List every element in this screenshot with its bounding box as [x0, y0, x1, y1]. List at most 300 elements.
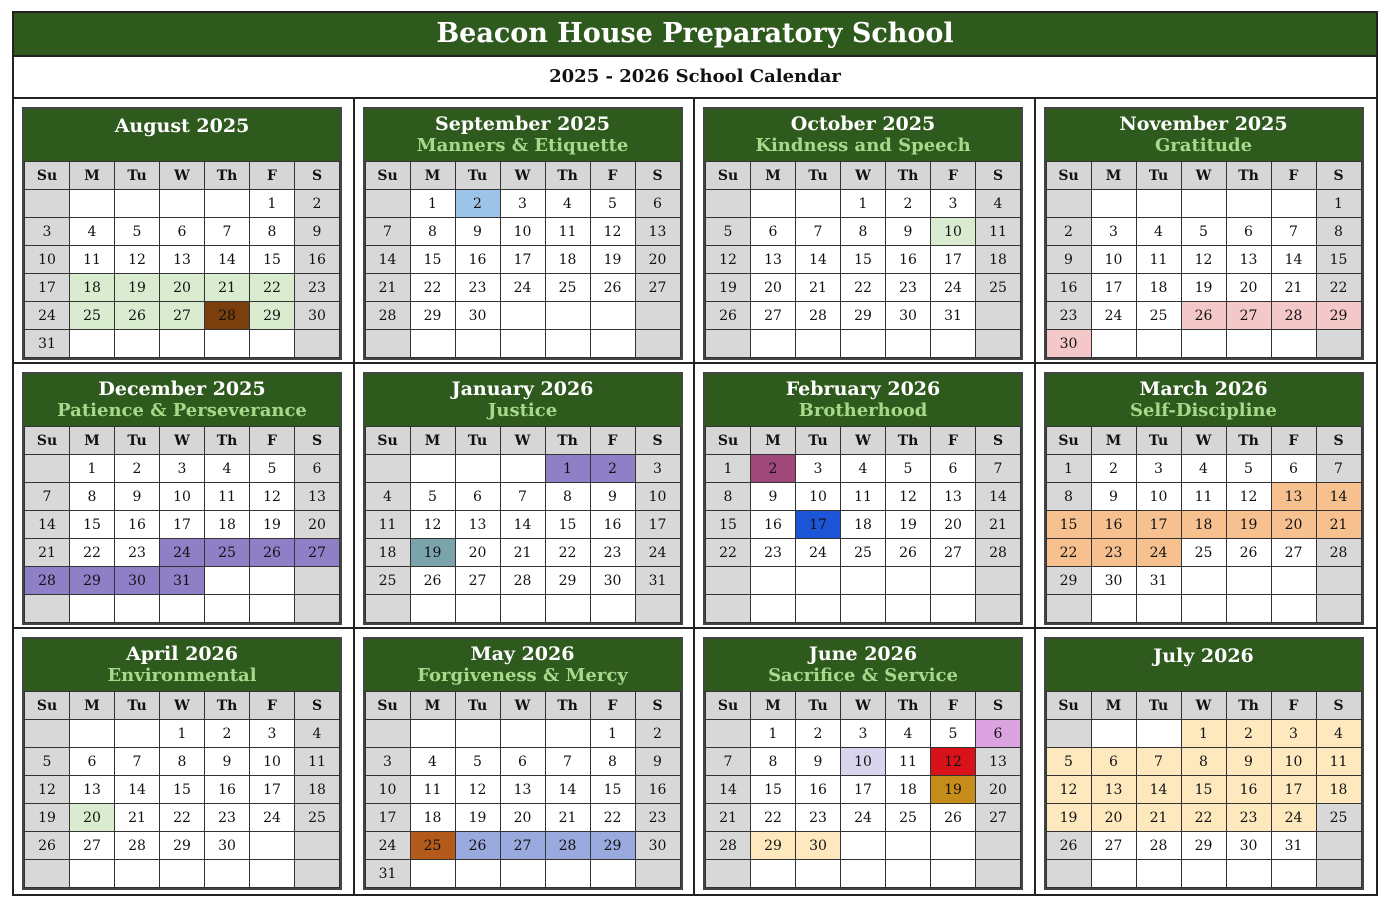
day-cell: 12: [250, 483, 295, 511]
days-table: [1046, 426, 1362, 623]
empty-day-cell: [500, 302, 545, 330]
weekday-label: M: [70, 427, 115, 455]
weekday-label: Su: [1046, 162, 1091, 190]
empty-day-cell: [1316, 595, 1361, 623]
weekday-label: W: [500, 427, 545, 455]
weekday-label: S: [295, 692, 340, 720]
day-cell: 20: [635, 246, 680, 274]
day-cell: 17: [160, 511, 205, 539]
weekday-label: Tu: [455, 162, 500, 190]
day-cell: 7: [25, 483, 70, 511]
day-cell: 6: [751, 218, 796, 246]
weekday-label: M: [1091, 162, 1136, 190]
empty-day-cell: [841, 330, 886, 358]
day-cell: 26: [250, 539, 295, 567]
day-cell: 3: [1271, 720, 1316, 748]
day-cell: 17: [1091, 274, 1136, 302]
empty-day-cell: [1091, 595, 1136, 623]
month-name: May 2026: [470, 643, 575, 665]
day-cell: 11: [976, 218, 1021, 246]
days-table: [24, 691, 340, 888]
weekday-label: F: [250, 692, 295, 720]
day-cell: 5: [1181, 218, 1226, 246]
day-cell: 23: [455, 274, 500, 302]
weekday-label: Tu: [455, 427, 500, 455]
empty-day-cell: [1181, 860, 1226, 888]
weekday-label: W: [1181, 692, 1226, 720]
weekday-label: M: [1091, 427, 1136, 455]
day-cell: 19: [250, 511, 295, 539]
month-calendar: [363, 107, 683, 360]
weekday-label: F: [1271, 162, 1316, 190]
month-cell: [355, 364, 696, 629]
day-cell: 19: [886, 511, 931, 539]
day-cell: 22: [70, 539, 115, 567]
day-cell: 21: [115, 804, 160, 832]
empty-day-cell: [1226, 567, 1271, 595]
day-cell: 8: [1046, 483, 1091, 511]
day-cell: 17: [1136, 511, 1181, 539]
month-cell: [355, 99, 696, 364]
days-table: [365, 426, 681, 623]
day-cell: 13: [635, 218, 680, 246]
weekday-label: M: [410, 162, 455, 190]
day-cell: 28: [115, 832, 160, 860]
empty-day-cell: [295, 330, 340, 358]
weekday-label: Th: [545, 692, 590, 720]
empty-day-cell: [500, 720, 545, 748]
day-cell: 2: [205, 720, 250, 748]
weekday-header-row: [1046, 427, 1361, 455]
day-cell: 2: [635, 720, 680, 748]
day-cell: 27: [1091, 832, 1136, 860]
day-cell: 28: [706, 832, 751, 860]
month-header: [365, 109, 681, 161]
day-cell: 7: [365, 218, 410, 246]
empty-day-cell: [25, 720, 70, 748]
week-row: [1046, 567, 1361, 595]
day-cell: 15: [410, 246, 455, 274]
day-cell: 1: [751, 720, 796, 748]
day-cell: 7: [1316, 455, 1361, 483]
day-cell: 4: [976, 190, 1021, 218]
day-cell: 10: [635, 483, 680, 511]
empty-day-cell: [1091, 330, 1136, 358]
weekday-label: Th: [545, 427, 590, 455]
empty-day-cell: [886, 330, 931, 358]
day-cell: 15: [1181, 776, 1226, 804]
day-cell: 4: [365, 483, 410, 511]
week-row: [706, 720, 1021, 748]
day-cell: 24: [1091, 302, 1136, 330]
day-cell: 17: [841, 776, 886, 804]
weekday-label: W: [160, 162, 205, 190]
weekday-label: F: [590, 427, 635, 455]
empty-day-cell: [1271, 330, 1316, 358]
school-name-title: Beacon House Preparatory School: [14, 13, 1376, 57]
empty-day-cell: [115, 190, 160, 218]
month-cell: [1036, 364, 1377, 629]
days-table: [365, 691, 681, 888]
week-row: [1046, 330, 1361, 358]
day-cell: 21: [500, 539, 545, 567]
week-row: [365, 511, 680, 539]
days-table: [705, 691, 1021, 888]
day-cell: 3: [635, 455, 680, 483]
day-cell: 8: [706, 483, 751, 511]
day-cell: 21: [796, 274, 841, 302]
empty-day-cell: [70, 330, 115, 358]
month-theme: Manners & Etiquette: [416, 135, 629, 156]
empty-day-cell: [545, 720, 590, 748]
day-cell: 26: [1181, 302, 1226, 330]
day-cell: 30: [205, 832, 250, 860]
day-cell: 23: [590, 539, 635, 567]
day-cell: 21: [1136, 804, 1181, 832]
day-cell: 18: [205, 511, 250, 539]
month-theme: Gratitude: [1154, 135, 1253, 156]
day-cell: 5: [590, 190, 635, 218]
week-row: [365, 483, 680, 511]
day-cell: 11: [205, 483, 250, 511]
day-cell: 24: [250, 804, 295, 832]
empty-day-cell: [751, 595, 796, 623]
day-cell: 6: [70, 748, 115, 776]
empty-day-cell: [545, 302, 590, 330]
week-row: [365, 567, 680, 595]
empty-day-cell: [841, 832, 886, 860]
week-row: [706, 330, 1021, 358]
empty-day-cell: [841, 595, 886, 623]
day-cell: 2: [455, 190, 500, 218]
weekday-label: Th: [886, 162, 931, 190]
weekday-label: S: [1316, 427, 1361, 455]
day-cell: 20: [70, 804, 115, 832]
week-row: [706, 246, 1021, 274]
day-cell: 1: [1046, 455, 1091, 483]
days-table: [24, 161, 340, 358]
day-cell: 2: [751, 455, 796, 483]
day-cell: 1: [545, 455, 590, 483]
weekday-label: W: [160, 692, 205, 720]
day-cell: 7: [115, 748, 160, 776]
month-header: [1046, 374, 1362, 426]
month-calendar: [1044, 372, 1364, 625]
day-cell: 16: [590, 511, 635, 539]
day-cell: 11: [70, 246, 115, 274]
day-cell: 14: [500, 511, 545, 539]
day-cell: 26: [455, 832, 500, 860]
weekday-label: Tu: [115, 162, 160, 190]
month-header: [705, 109, 1021, 161]
day-cell: 25: [410, 832, 455, 860]
day-cell: 5: [1046, 748, 1091, 776]
day-cell: 26: [590, 274, 635, 302]
week-row: [706, 511, 1021, 539]
day-cell: 5: [25, 748, 70, 776]
day-cell: 19: [1046, 804, 1091, 832]
day-cell: 26: [25, 832, 70, 860]
day-cell: 3: [1091, 218, 1136, 246]
empty-day-cell: [25, 595, 70, 623]
week-row: [365, 804, 680, 832]
day-cell: 15: [545, 511, 590, 539]
empty-day-cell: [590, 330, 635, 358]
month-calendar: [1044, 107, 1364, 360]
empty-day-cell: [70, 595, 115, 623]
empty-day-cell: [1271, 595, 1316, 623]
day-cell: 20: [976, 776, 1021, 804]
day-cell: 7: [976, 455, 1021, 483]
empty-day-cell: [706, 595, 751, 623]
month-cell: [695, 364, 1036, 629]
day-cell: 31: [25, 330, 70, 358]
empty-day-cell: [1271, 860, 1316, 888]
empty-day-cell: [590, 595, 635, 623]
week-row: [706, 595, 1021, 623]
day-cell: 28: [365, 302, 410, 330]
day-cell: 27: [455, 567, 500, 595]
weekday-label: S: [635, 692, 680, 720]
day-cell: 28: [1271, 302, 1316, 330]
day-cell: 27: [931, 539, 976, 567]
day-cell: 28: [205, 302, 250, 330]
days-table: [24, 426, 340, 623]
month-name: September 2025: [435, 113, 610, 135]
week-row: [25, 274, 340, 302]
empty-day-cell: [295, 832, 340, 860]
day-cell: 9: [751, 483, 796, 511]
empty-day-cell: [545, 330, 590, 358]
day-cell: 17: [931, 246, 976, 274]
day-cell: 29: [160, 832, 205, 860]
day-cell: 25: [976, 274, 1021, 302]
weekday-label: Tu: [796, 427, 841, 455]
day-cell: 21: [706, 804, 751, 832]
weekday-header-row: [365, 692, 680, 720]
month-cell: [14, 364, 355, 629]
month-calendar: [363, 372, 683, 625]
empty-day-cell: [365, 720, 410, 748]
day-cell: 14: [545, 776, 590, 804]
day-cell: 25: [1316, 804, 1361, 832]
day-cell: 8: [160, 748, 205, 776]
empty-day-cell: [365, 595, 410, 623]
day-cell: 4: [70, 218, 115, 246]
day-cell: 3: [500, 190, 545, 218]
day-cell: 19: [590, 246, 635, 274]
day-cell: 25: [1181, 539, 1226, 567]
empty-day-cell: [706, 330, 751, 358]
day-cell: 11: [841, 483, 886, 511]
day-cell: 22: [1046, 539, 1091, 567]
day-cell: 10: [365, 776, 410, 804]
day-cell: 31: [365, 860, 410, 888]
week-row: [25, 832, 340, 860]
empty-day-cell: [886, 595, 931, 623]
weekday-label: Su: [25, 692, 70, 720]
day-cell: 24: [1136, 539, 1181, 567]
day-cell: 13: [1271, 483, 1316, 511]
month-header: [1046, 109, 1362, 161]
empty-day-cell: [160, 860, 205, 888]
weekday-label: Su: [25, 162, 70, 190]
day-cell: 5: [1226, 455, 1271, 483]
day-cell: 3: [160, 455, 205, 483]
day-cell: 18: [365, 539, 410, 567]
day-cell: 11: [365, 511, 410, 539]
empty-day-cell: [205, 330, 250, 358]
day-cell: 19: [931, 776, 976, 804]
day-cell: 20: [1226, 274, 1271, 302]
day-cell: 1: [1316, 190, 1361, 218]
day-cell: 29: [1046, 567, 1091, 595]
weekday-label: Th: [886, 427, 931, 455]
day-cell: 17: [500, 246, 545, 274]
day-cell: 27: [635, 274, 680, 302]
empty-day-cell: [500, 595, 545, 623]
day-cell: 26: [1226, 539, 1271, 567]
day-cell: 15: [706, 511, 751, 539]
day-cell: 27: [500, 832, 545, 860]
empty-day-cell: [250, 330, 295, 358]
day-cell: 9: [886, 218, 931, 246]
week-row: [1046, 539, 1361, 567]
week-row: [706, 302, 1021, 330]
day-cell: 21: [1316, 511, 1361, 539]
month-theme: Sacrifice & Service: [768, 665, 958, 686]
day-cell: 2: [886, 190, 931, 218]
day-cell: 8: [1316, 218, 1361, 246]
empty-day-cell: [410, 455, 455, 483]
empty-day-cell: [205, 595, 250, 623]
day-cell: 6: [976, 720, 1021, 748]
day-cell: 21: [365, 274, 410, 302]
month-name: August 2025: [114, 115, 250, 137]
day-cell: 20: [931, 511, 976, 539]
day-cell: 24: [160, 539, 205, 567]
empty-day-cell: [796, 190, 841, 218]
empty-day-cell: [500, 860, 545, 888]
month-cell: [355, 629, 696, 894]
weekday-label: Th: [886, 692, 931, 720]
day-cell: 15: [751, 776, 796, 804]
weekday-label: S: [635, 427, 680, 455]
day-cell: 24: [796, 539, 841, 567]
day-cell: 22: [410, 274, 455, 302]
month-name: January 2026: [451, 378, 594, 400]
day-cell: 18: [70, 274, 115, 302]
weekday-label: W: [160, 427, 205, 455]
day-cell: 19: [1226, 511, 1271, 539]
day-cell: 25: [886, 804, 931, 832]
day-cell: 17: [635, 511, 680, 539]
weekday-label: W: [841, 427, 886, 455]
day-cell: 30: [1046, 330, 1091, 358]
empty-day-cell: [976, 595, 1021, 623]
weekday-label: Su: [1046, 427, 1091, 455]
week-row: [365, 246, 680, 274]
weekday-label: S: [976, 692, 1021, 720]
day-cell: 5: [250, 455, 295, 483]
day-cell: 17: [796, 511, 841, 539]
day-cell: 6: [1271, 455, 1316, 483]
empty-day-cell: [706, 860, 751, 888]
day-cell: 6: [931, 455, 976, 483]
empty-day-cell: [455, 720, 500, 748]
day-cell: 1: [1181, 720, 1226, 748]
month-cell: [695, 629, 1036, 894]
month-calendar: [363, 637, 683, 890]
day-cell: 11: [1181, 483, 1226, 511]
month-calendar: [22, 637, 342, 890]
empty-day-cell: [1091, 860, 1136, 888]
day-cell: 10: [1271, 748, 1316, 776]
weekday-label: F: [590, 692, 635, 720]
empty-day-cell: [796, 595, 841, 623]
day-cell: 9: [205, 748, 250, 776]
day-cell: 23: [295, 274, 340, 302]
week-row: [1046, 804, 1361, 832]
day-cell: 13: [500, 776, 545, 804]
day-cell: 15: [160, 776, 205, 804]
week-row: [25, 539, 340, 567]
month-name: October 2025: [790, 113, 936, 135]
day-cell: 20: [295, 511, 340, 539]
day-cell: 12: [25, 776, 70, 804]
day-cell: 19: [115, 274, 160, 302]
weekday-label: Tu: [455, 692, 500, 720]
week-row: [25, 330, 340, 358]
week-row: [706, 190, 1021, 218]
empty-day-cell: [1136, 190, 1181, 218]
empty-day-cell: [545, 860, 590, 888]
day-cell: 1: [160, 720, 205, 748]
month-header: [24, 639, 340, 691]
empty-day-cell: [706, 567, 751, 595]
day-cell: 20: [500, 804, 545, 832]
day-cell: 9: [1226, 748, 1271, 776]
day-cell: 14: [365, 246, 410, 274]
day-cell: 2: [1046, 218, 1091, 246]
month-name: April 2026: [126, 643, 238, 665]
week-row: [365, 776, 680, 804]
day-cell: 18: [1316, 776, 1361, 804]
day-cell: 27: [70, 832, 115, 860]
weekday-label: Th: [1226, 427, 1271, 455]
week-row: [1046, 748, 1361, 776]
day-cell: 11: [295, 748, 340, 776]
empty-day-cell: [751, 567, 796, 595]
day-cell: 25: [365, 567, 410, 595]
day-cell: 8: [751, 748, 796, 776]
day-cell: 28: [1316, 539, 1361, 567]
day-cell: 22: [1316, 274, 1361, 302]
empty-day-cell: [841, 860, 886, 888]
day-cell: 30: [295, 302, 340, 330]
day-cell: 22: [1181, 804, 1226, 832]
day-cell: 21: [25, 539, 70, 567]
empty-day-cell: [976, 860, 1021, 888]
day-cell: 9: [635, 748, 680, 776]
day-cell: 16: [1046, 274, 1091, 302]
empty-day-cell: [295, 595, 340, 623]
day-cell: 27: [295, 539, 340, 567]
day-cell: 17: [365, 804, 410, 832]
day-cell: 4: [1136, 218, 1181, 246]
empty-day-cell: [841, 567, 886, 595]
day-cell: 20: [751, 274, 796, 302]
